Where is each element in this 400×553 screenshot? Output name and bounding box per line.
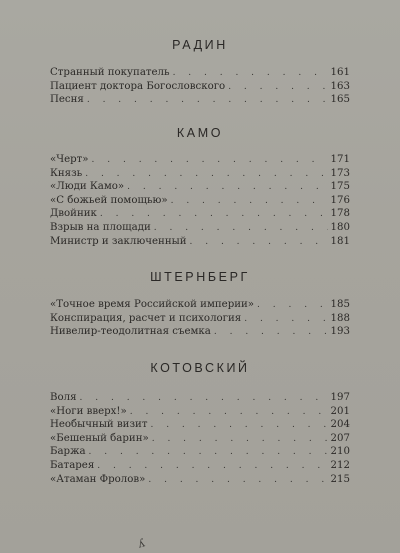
- toc-entry: [50, 93, 350, 107]
- section-heading: РАДИН: [172, 38, 228, 52]
- toc-entry: [50, 153, 350, 167]
- dot-leader: [85, 168, 327, 182]
- entry-page-number: 173: [330, 167, 350, 179]
- entry-title: Воля: [50, 392, 77, 403]
- dot-leader: [228, 81, 327, 95]
- toc-entry: [50, 221, 350, 235]
- toc-entry: [50, 432, 350, 446]
- toc-entry: [50, 194, 350, 208]
- entry-page-number: 165: [330, 94, 350, 106]
- entry-title: «С божьей помощью»: [50, 194, 168, 206]
- dot-leader: [87, 94, 328, 108]
- entry-page-number: 207: [330, 432, 350, 444]
- entry-page-number: 180: [330, 221, 350, 233]
- entry-page-number: 215: [330, 473, 350, 485]
- dot-leader: [80, 392, 328, 406]
- entry-page-number: 176: [330, 194, 350, 206]
- section-heading: КАМО: [176, 126, 224, 140]
- entry-title: Необычный визит: [50, 419, 148, 431]
- entry-title: Батарея: [50, 459, 95, 471]
- section-heading: КОТОВСКИЙ: [150, 361, 250, 375]
- toc-entry: [50, 312, 350, 326]
- toc-entry: [50, 445, 350, 459]
- dot-leader: [89, 446, 328, 460]
- toc-entry: [50, 325, 350, 339]
- entry-title: «Бешеный барин»: [50, 432, 149, 444]
- toc-entry: [50, 298, 350, 312]
- entry-page-number: 175: [330, 181, 350, 193]
- dot-leader: [152, 433, 328, 447]
- entry-page-number: 197: [330, 392, 350, 403]
- dot-leader: [171, 195, 328, 209]
- entry-page-number: 185: [330, 299, 350, 310]
- dot-leader: [97, 460, 327, 474]
- entry-page-number: 178: [330, 208, 350, 220]
- entry-title: Пациент доктора Богословского: [50, 80, 226, 92]
- entry-title: «Атаман Фролов»: [50, 473, 146, 485]
- toc-entry: [50, 235, 350, 249]
- entry-page-number: 193: [330, 326, 350, 338]
- entry-page-number: 171: [330, 154, 350, 165]
- dot-leader: [127, 181, 327, 195]
- toc-list: [50, 66, 350, 107]
- dot-leader: [100, 208, 328, 222]
- entry-title: Нивелир-теодолитная съемка: [50, 326, 211, 338]
- entry-title: Князь: [50, 167, 83, 179]
- toc-list: [50, 153, 350, 248]
- entry-page-number: 163: [330, 80, 350, 92]
- toc-list: [50, 391, 350, 486]
- toc-entry: [50, 473, 350, 487]
- entry-title: «Точное время Российской империи»: [50, 299, 255, 310]
- entry-page-number: 161: [330, 67, 350, 78]
- dot-leader: [214, 326, 328, 340]
- toc-entry: [50, 391, 350, 405]
- toc-entry: [50, 459, 350, 473]
- dot-leader: [130, 406, 328, 420]
- pencil-mark-icon: ʎ: [136, 536, 147, 551]
- entry-title: «Черт»: [50, 154, 89, 165]
- entry-title: Взрыв на площади: [50, 221, 151, 233]
- dot-leader: [173, 67, 328, 81]
- entry-page-number: 201: [330, 405, 350, 417]
- toc-entry: [50, 66, 350, 80]
- entry-page-number: 212: [330, 459, 350, 471]
- toc-list: [50, 298, 350, 339]
- entry-page-number: 204: [330, 419, 350, 431]
- dot-leader: [150, 419, 327, 433]
- dot-leader: [154, 222, 328, 236]
- entry-title: «Люди Камо»: [50, 181, 125, 193]
- toc-entry: [50, 80, 350, 94]
- toc-entry: [50, 405, 350, 419]
- entry-page-number: 188: [330, 312, 350, 324]
- dot-leader: [244, 313, 327, 327]
- toc-entry: [50, 167, 350, 181]
- entry-title: Министр и заключенный: [50, 235, 187, 247]
- dot-leader: [257, 299, 328, 313]
- entry-title: Баржа: [50, 446, 86, 458]
- dot-leader: [190, 236, 328, 250]
- entry-title: Странный покупатель: [50, 67, 170, 78]
- toc-entry: [50, 180, 350, 194]
- entry-page-number: 181: [330, 235, 350, 247]
- toc-entry: [50, 418, 350, 432]
- dot-leader: [92, 154, 328, 168]
- entry-page-number: 210: [330, 446, 350, 458]
- entry-title: Конспирация, расчет и психология: [50, 312, 242, 324]
- section-heading: ШТЕРНБЕРГ: [150, 270, 250, 284]
- entry-title: Двойник: [50, 208, 97, 220]
- entry-title: Песня: [50, 94, 84, 106]
- dot-leader: [148, 474, 327, 488]
- toc-entry: [50, 207, 350, 221]
- entry-title: «Ноги вверх!»: [50, 405, 127, 417]
